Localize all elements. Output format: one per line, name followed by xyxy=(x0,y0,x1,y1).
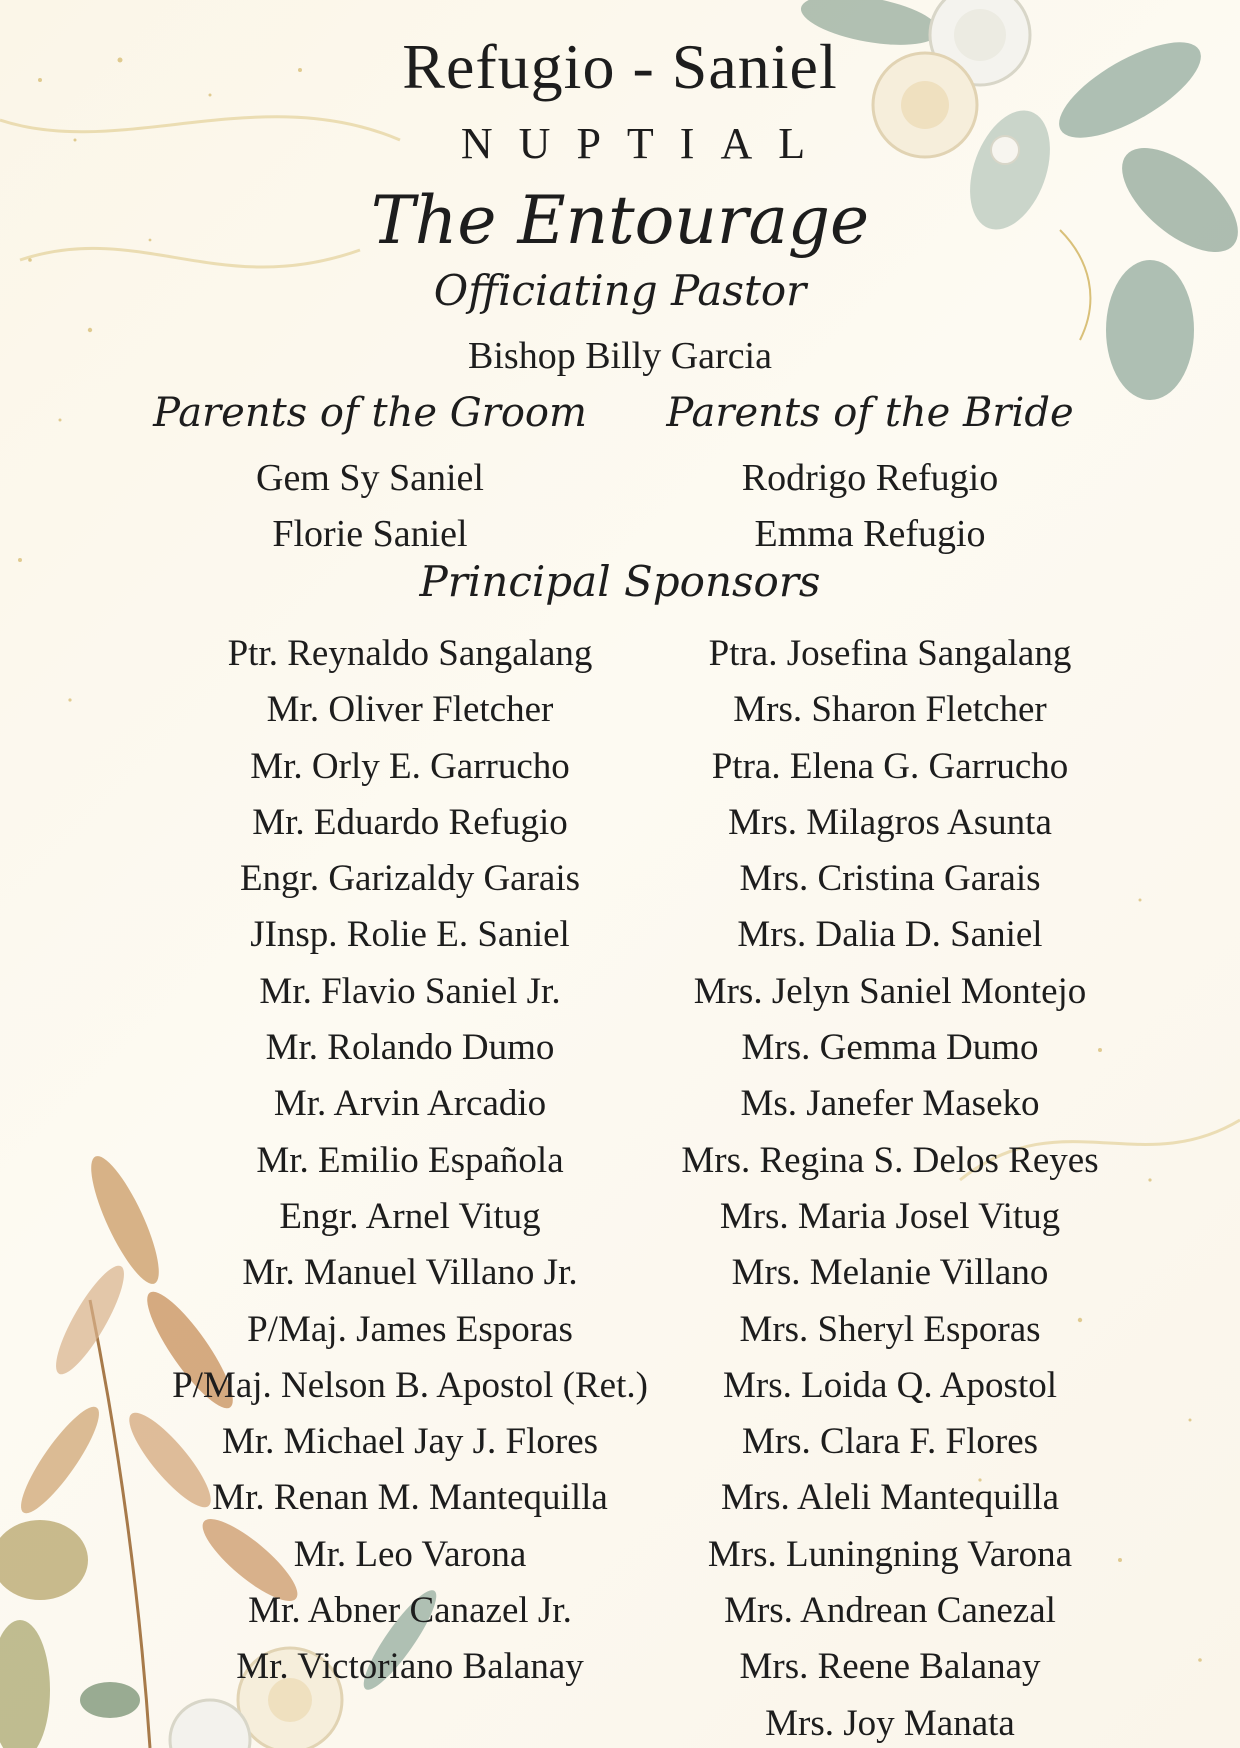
entourage-heading: The Entourage xyxy=(370,182,870,259)
couple-title: Refugio - Saniel xyxy=(402,31,838,102)
list-item: Mrs. Andrean Canezal xyxy=(724,1590,1056,1632)
list-item: Mr. Orly E. Garrucho xyxy=(250,745,570,787)
list-item: Emma Refugio xyxy=(754,513,986,555)
list-item: Ptra. Elena G. Garrucho xyxy=(711,745,1069,787)
list-item: Mr. Eduardo Refugio xyxy=(252,801,568,843)
list-item: Mr. Arvin Arcadio xyxy=(273,1083,547,1125)
list-item: Ptr. Reynaldo Sangalang xyxy=(227,633,593,674)
groom-parents-list xyxy=(160,450,580,562)
list-item: Mr. Michael Jay J. Flores xyxy=(221,1421,599,1463)
parents-of-groom-heading: Parents of the Groom xyxy=(153,390,587,436)
officiating-pastor-name: Bishop Billy Garcia xyxy=(468,335,772,377)
list-item: Engr. Arnel Vitug xyxy=(279,1195,541,1237)
list-item: Mrs. Cristina Garais xyxy=(739,858,1041,900)
list-item: Florie Saniel xyxy=(272,513,468,555)
list-item: Mrs. Gemma Dumo xyxy=(741,1027,1039,1069)
list-item: Mrs. Joy Manata xyxy=(765,1702,1015,1744)
parents-of-bride-heading: Parents of the Bride xyxy=(666,390,1074,436)
list-item: Mrs. Jelyn Saniel Montejo xyxy=(693,970,1087,1012)
list-item: Mr. Victoriano Balanay xyxy=(236,1646,584,1688)
list-item: Mr. Rolando Dumo xyxy=(265,1027,555,1069)
list-item: Mr. Abner Canazel Jr. xyxy=(248,1590,572,1632)
list-item: Mrs. Regina S. Delos Reyes xyxy=(681,1139,1099,1181)
list-item: Mr. Renan M. Mantequilla xyxy=(212,1477,608,1519)
list-item: Engr. Garizaldy Garais xyxy=(239,858,581,900)
list-item: Mrs. Sharon Fletcher xyxy=(733,689,1047,731)
officiating-pastor-heading: Officiating Pastor xyxy=(433,266,807,315)
list-item: JInsp. Rolie E. Saniel xyxy=(250,914,570,956)
female-sponsors-list xyxy=(640,626,1140,1748)
list-item: Mr. Flavio Saniel Jr. xyxy=(259,970,561,1012)
list-item: Mrs. Milagros Asunta xyxy=(728,801,1052,843)
list-item: Mrs. Loida Q. Apostol xyxy=(722,1364,1058,1406)
list-item: Mrs. Sheryl Esporas xyxy=(739,1308,1041,1350)
list-item: Mr. Oliver Fletcher xyxy=(266,689,554,731)
list-item: Mrs. Melanie Villano xyxy=(731,1252,1049,1294)
list-item: Mrs. Maria Josel Vitug xyxy=(719,1195,1061,1237)
list-item: Mrs. Aleli Mantequilla xyxy=(720,1477,1060,1519)
list-item: Mr. Leo Varona xyxy=(293,1533,527,1575)
list-item: Gem Sy Saniel xyxy=(256,457,484,499)
list-item: Mr. Emilio Española xyxy=(256,1139,564,1181)
bride-parents-list xyxy=(660,450,1080,562)
list-item: Rodrigo Refugio xyxy=(741,457,999,499)
list-item: P/Maj. James Esporas xyxy=(247,1308,573,1350)
list-item: P/Maj. Nelson B. Apostol (Ret.) xyxy=(172,1364,648,1406)
list-item: Mrs. Dalia D. Saniel xyxy=(737,914,1043,956)
list-item: Ms. Janefer Maseko xyxy=(740,1083,1040,1125)
male-sponsors-list xyxy=(140,626,680,1696)
principal-sponsors-heading: Principal Sponsors xyxy=(419,557,821,606)
list-item: Mrs. Luningning Varona xyxy=(707,1533,1073,1575)
list-item: Mrs. Reene Balanay xyxy=(739,1646,1041,1688)
list-item: Ptra. Josefina Sangalang xyxy=(708,633,1072,674)
nuptial-subtitle: NUPTIAL xyxy=(460,119,832,168)
list-item: Mr. Manuel Villano Jr. xyxy=(242,1252,578,1294)
list-item: Mrs. Clara F. Flores xyxy=(741,1421,1039,1463)
